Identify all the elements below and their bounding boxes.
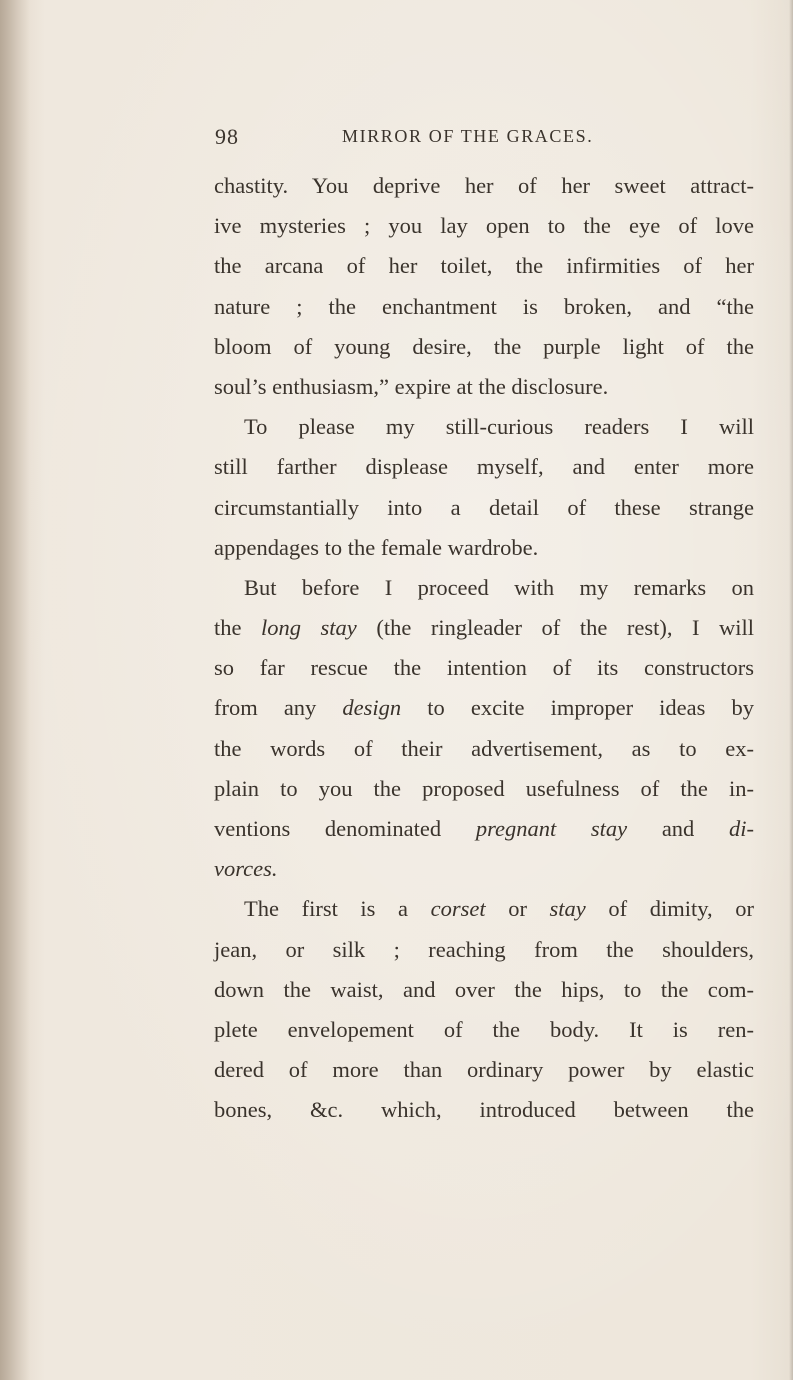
text-line: nature ; the enchantment is broken, and “the bbox=[214, 293, 754, 319]
text-line: soul’s enthusiasm,” expire at the disclosure. bbox=[214, 373, 609, 399]
text-line: But before I proceed with my remarks on bbox=[244, 574, 754, 600]
italic-run: vorces. bbox=[214, 856, 278, 882]
text-line bbox=[214, 889, 754, 929]
text-line: chastity. You deprive her of her sweet attract- bbox=[214, 173, 754, 198]
italic-run: stay bbox=[549, 896, 586, 922]
text-line bbox=[214, 809, 754, 849]
text-line: the arcana of her toilet, the infirmities of her bbox=[214, 253, 754, 279]
running-head: MIRROR OF THE GRACES. bbox=[342, 126, 594, 146]
text-line: dered of more than ordinary power by elastic bbox=[214, 1057, 754, 1083]
italic-run: pregnant stay bbox=[475, 816, 628, 841]
text-line: plain to you the proposed usefulness of the in- bbox=[214, 775, 754, 801]
text-run: The first is a bbox=[244, 896, 431, 922]
text-line: To please my still-curious readers I will bbox=[244, 414, 754, 440]
text-run: of dimity, or bbox=[585, 896, 754, 922]
paragraph bbox=[214, 568, 754, 890]
text-line: still farther displease myself, and enter more bbox=[214, 454, 754, 480]
text-line bbox=[214, 688, 754, 728]
paragraph bbox=[214, 407, 754, 568]
italic-run: corset bbox=[430, 896, 486, 922]
text-run: (the ringleader of the rest), I will bbox=[356, 615, 754, 641]
text-line: ive mysteries ; you lay open to the eye of love bbox=[214, 213, 754, 239]
text-line bbox=[214, 849, 754, 889]
page-number: 98 bbox=[215, 124, 239, 149]
paragraph bbox=[214, 166, 754, 407]
text-line: circumstantially into a detail of these strange bbox=[214, 494, 754, 520]
italic-run: design bbox=[342, 695, 402, 721]
text-line: down the waist, and over the hips, to the com- bbox=[214, 976, 754, 1002]
text-line: jean, or silk ; reaching from the shoulders, bbox=[214, 936, 754, 962]
page-edge bbox=[789, 0, 793, 1380]
paragraph bbox=[214, 889, 754, 1130]
italic-run: di- bbox=[728, 816, 754, 841]
text-run: and bbox=[627, 816, 729, 841]
text-run: from any bbox=[214, 695, 343, 721]
text-line: so far rescue the intention of its constructors bbox=[214, 655, 754, 681]
text-line: bones, &c. which, introduced between the bbox=[214, 1097, 754, 1123]
text-line: plete envelopement of the body. It is ren- bbox=[214, 1016, 754, 1042]
text-run: or bbox=[485, 896, 550, 922]
text-line: bloom of young desire, the purple light of the bbox=[214, 333, 754, 359]
text-line bbox=[214, 608, 754, 648]
page-header bbox=[215, 124, 755, 154]
page-gutter bbox=[0, 0, 30, 1380]
text-run: the bbox=[214, 615, 262, 641]
text-line: the words of their advertisement, as to ex- bbox=[214, 735, 754, 761]
text-run: ventions denominated bbox=[214, 816, 476, 841]
body-text bbox=[214, 166, 754, 1131]
text-line: appendages to the female wardrobe. bbox=[214, 534, 539, 560]
italic-run: long stay bbox=[261, 615, 357, 641]
text-run: to excite improper ideas by bbox=[401, 695, 754, 721]
